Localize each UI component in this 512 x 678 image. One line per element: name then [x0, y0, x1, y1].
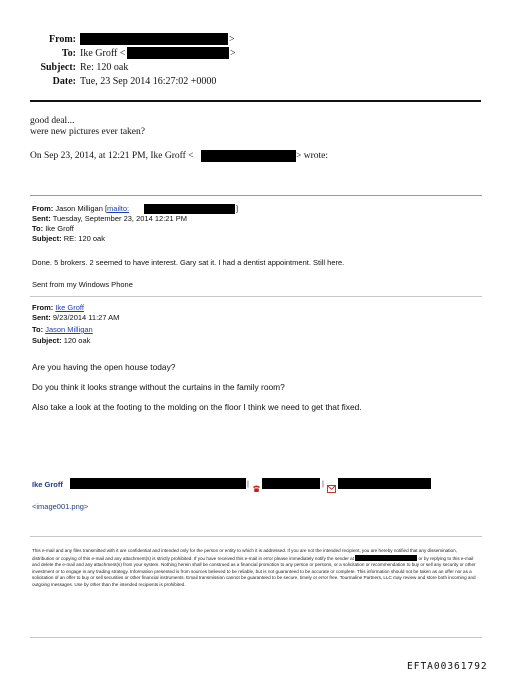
msg2-question-2: Do you think it looks strange without the curtains in the family room? [32, 382, 285, 392]
msg2-sent-label: Sent: [32, 313, 51, 322]
to-close: > [230, 48, 236, 59]
msg1-to-value: Ike Groff [45, 224, 74, 233]
msg2-subject-line [32, 336, 90, 345]
msg2-sent-line [32, 313, 119, 322]
msg2-from-label: From: [32, 303, 54, 312]
msg2-to-label: To: [32, 325, 44, 334]
quote-divider [30, 195, 482, 196]
redacted-signature-title [70, 478, 246, 489]
from-close: > [229, 34, 235, 45]
msg1-subject-line [32, 234, 105, 243]
msg1-to-label: To: [32, 224, 44, 233]
msg1-from-label: From: [32, 204, 54, 213]
msg2-question-3: Also take a look at the footing to the molding on the floor I think we need to get that fixed. [32, 402, 362, 412]
subject-value: Re: 120 oak [80, 62, 129, 73]
msg2-from-line [32, 303, 84, 312]
msg2-to-link[interactable]: Jason Milligan [45, 325, 93, 334]
legal-disclaimer [32, 548, 480, 589]
disclaimer-part-2: or by replying to this e-mail and delete the e-mail and any attachment(s) from your system. Nothing herein shall be construed as a financial promotion to any person or persons, or a solicitation or recommendation to buy or sell any security or other investment or to engage in any trading strategy. Information presented is from sources believed to be reliable, but is not guaranteed to be accurate or complete. This information should not be taken as an offer nor as a solicitation of an offer to buy or sell securities or other financial instruments. Email transmission cannot be guaranteed to be secure, timely or error free. Tourmaline Partners, LLC may review and store both incoming and outgoing messages. Use by other than the intended recipients is prohibited. [32, 555, 476, 587]
quote-suffix: > wrote: [296, 151, 329, 161]
document-id: EFTA00361792 [407, 661, 488, 672]
msg1-divider [30, 296, 482, 297]
envelope-icon [327, 480, 336, 488]
msg1-from-close: ] [236, 204, 239, 213]
quote-intro: On Sep 23, 2014, at 12:21 PM, Ike Groff < [30, 151, 194, 161]
signature-name: Ike Groff [32, 480, 63, 489]
msg1-signature: Sent from my Windows Phone [32, 280, 133, 289]
msg1-body: Done. 5 brokers. 2 seemed to have interest. Gary sat it. I had a dentist appointment. Still here. [32, 258, 345, 267]
msg1-from-value: Jason Milligan [ [55, 204, 108, 213]
disclaimer-bottom-divider [30, 637, 482, 638]
reply-line-2: were new pictures ever taken? [30, 127, 145, 137]
signature-separator-1: | [247, 479, 249, 488]
msg1-subject-value: RE: 120 oak [63, 234, 105, 243]
disclaimer-part-1: This e-mail and any files transmitted with it are confidential and intended only for the person or entity to which it is addressed. If you are not the intended recipient, you are hereby notified that any dissemination, distribution or copying of this e-mail and any attachment(s) is strictly prohibited. If you have received this e-mail in error please immediately notify the sender at [32, 548, 457, 561]
redacted-signature-email [338, 478, 431, 489]
msg1-sent-label: Sent: [32, 214, 51, 223]
msg2-to-line [32, 325, 93, 334]
msg1-to-line [32, 224, 74, 233]
msg1-sent-line [32, 214, 187, 223]
subject-label: Subject: [40, 62, 76, 73]
date-label: Date: [52, 76, 76, 87]
msg2-question-1: Are you having the open house today? [32, 362, 176, 372]
redacted-disclaimer-contact [355, 555, 417, 561]
msg2-subject-label: Subject: [32, 336, 62, 345]
disclaimer-top-divider [30, 536, 482, 537]
redacted-from-address [80, 33, 228, 45]
to-value: Ike Groff < [80, 48, 126, 59]
header-divider [30, 100, 481, 102]
redacted-to-address [127, 47, 229, 59]
image-attachment-ref[interactable]: <image001.png> [32, 502, 89, 511]
signature-separator-2: | [322, 479, 324, 488]
redacted-signature-phone [262, 478, 320, 489]
msg1-subject-label: Subject: [32, 234, 62, 243]
msg2-subject-value: 120 oak [63, 336, 91, 345]
msg1-mailto-link[interactable]: mailto: [107, 204, 130, 213]
msg1-sent-value: Tuesday, September 23, 2014 12:21 PM [52, 214, 187, 223]
msg2-sent-value: 9/23/2014 11:27 AM [52, 313, 120, 322]
msg2-from-link[interactable]: Ike Groff [55, 303, 84, 312]
from-label: From: [48, 34, 76, 45]
phone-icon [252, 480, 261, 489]
redacted-quote-address [201, 150, 296, 162]
redacted-msg1-email [144, 204, 235, 214]
msg1-from-line [32, 204, 129, 213]
date-value: Tue, 23 Sep 2014 16:27:02 +0000 [80, 76, 217, 87]
reply-line-1: good deal... [30, 116, 75, 126]
to-label: To: [61, 48, 76, 59]
